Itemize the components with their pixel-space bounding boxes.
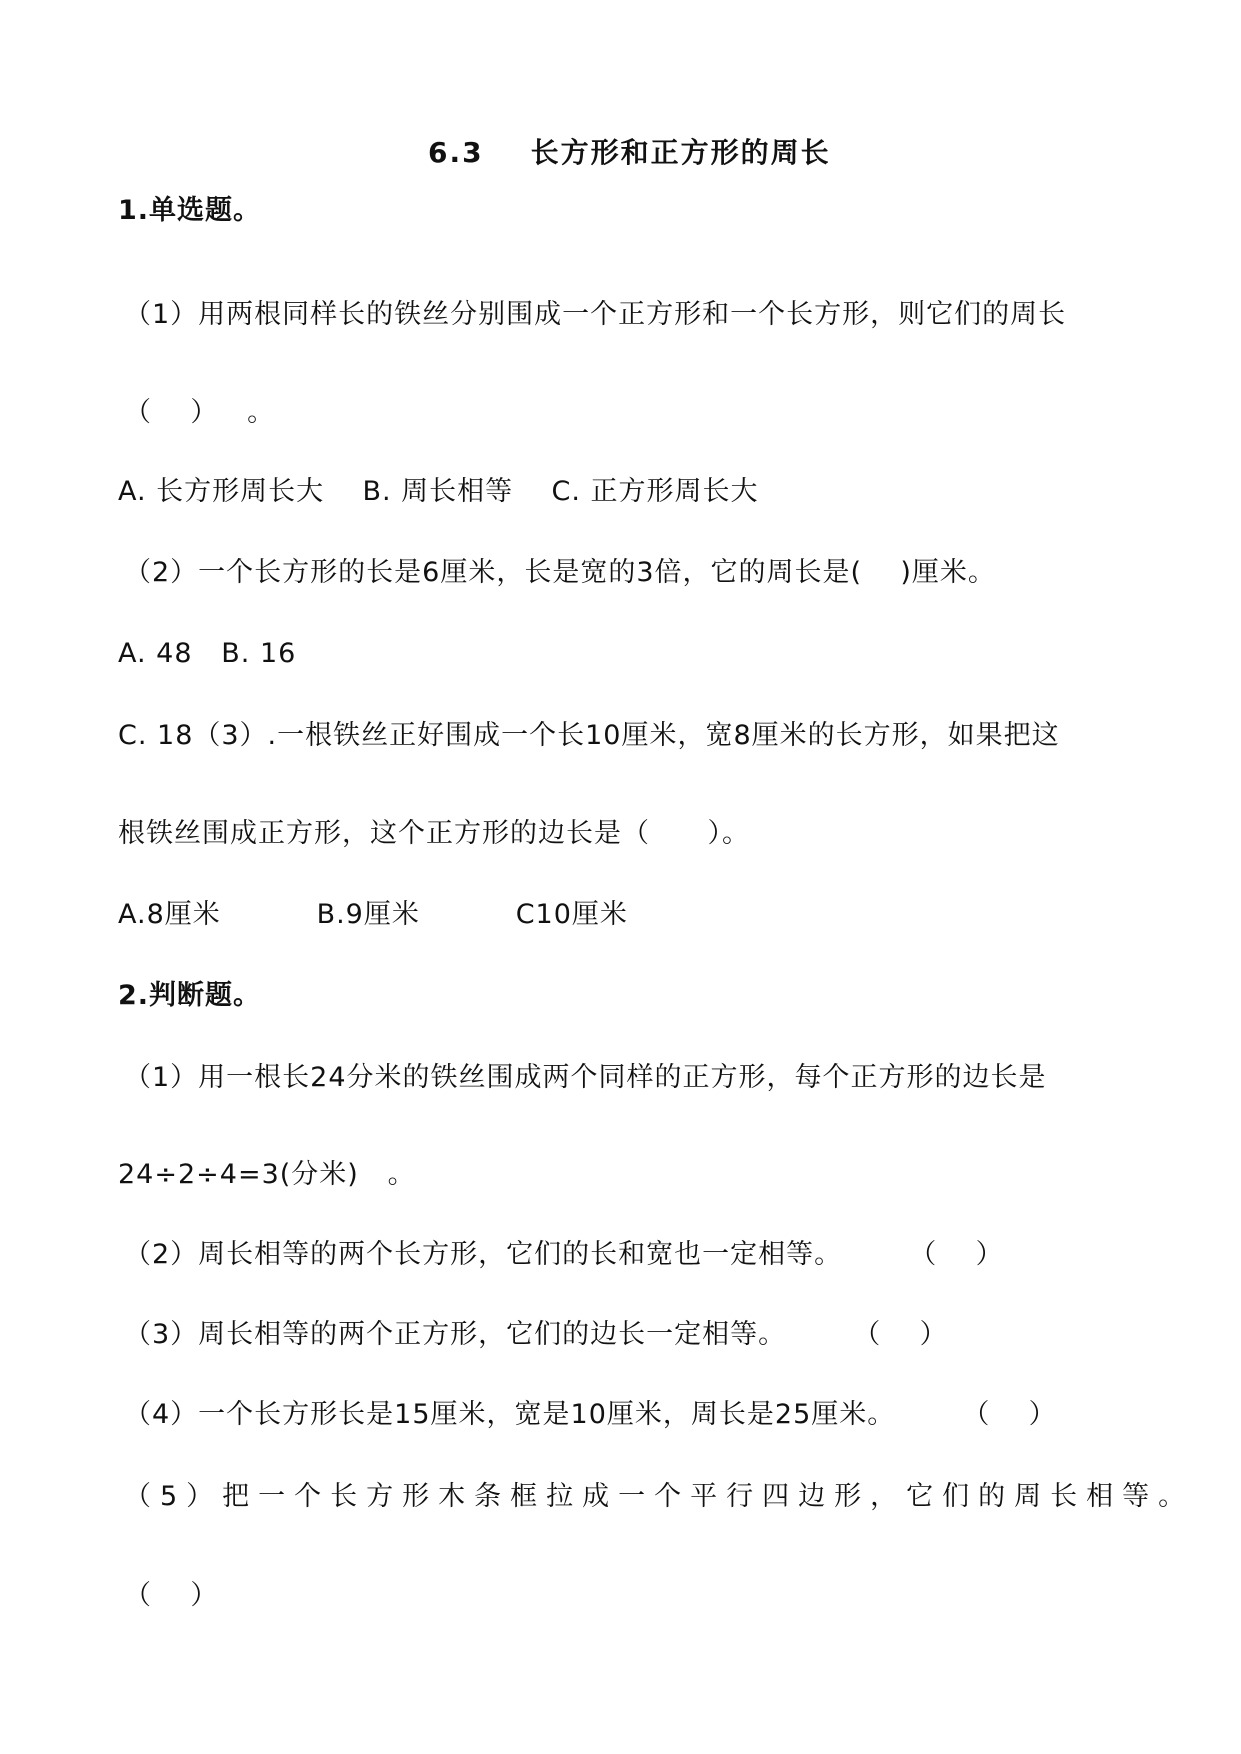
answer-options: A. 长方形周长大 B. 周长相等 C. 正方形周长大 (118, 476, 759, 507)
question-text: （3）周长相等的两个正方形，它们的边长一定相等。 （ ） (124, 1319, 948, 1350)
question-text: （4）一个长方形长是15厘米，宽是10厘米，周长是25厘米。 （ ） (124, 1399, 1057, 1430)
answer-options: A. 48 B. 16 (118, 638, 297, 669)
question-text: （2）一个长方形的长是6厘米，长是宽的3倍，它的周长是( )厘米。 (124, 557, 996, 588)
question-text: （2）周长相等的两个长方形，它们的长和宽也一定相等。 （ ） (124, 1239, 1004, 1270)
question-text: （1）用两根同样长的铁丝分别围成一个正方形和一个长方形，则它们的周长 (124, 299, 1067, 330)
question-text: （1）用一根长24分米的铁丝围成两个同样的正方形，每个正方形的边长是 (124, 1062, 1047, 1093)
answer-options: A.8厘米 B.9厘米 C10厘米 (118, 899, 628, 930)
question-text: C. 18（3）.一根铁丝正好围成一个长10厘米，宽8厘米的长方形，如果把这 (118, 720, 1060, 751)
answer-blank: （ ） 。 (124, 397, 276, 428)
section-heading-true-false: 2.判断题。 (118, 980, 262, 1011)
question-text: 根铁丝围成正方形，这个正方形的边长是（ ）。 (118, 818, 750, 849)
page-title: 6.3 长方形和正方形的周长 (428, 136, 831, 169)
question-text: （5）把一个长方形木条框拉成一个平行四边形，它们的周长相等。 (124, 1481, 1195, 1512)
section-heading-single-choice: 1.单选题。 (118, 195, 262, 226)
answer-blank: （ ） (124, 1580, 219, 1611)
question-text: 24÷2÷4=3(分米) 。 (118, 1159, 416, 1190)
